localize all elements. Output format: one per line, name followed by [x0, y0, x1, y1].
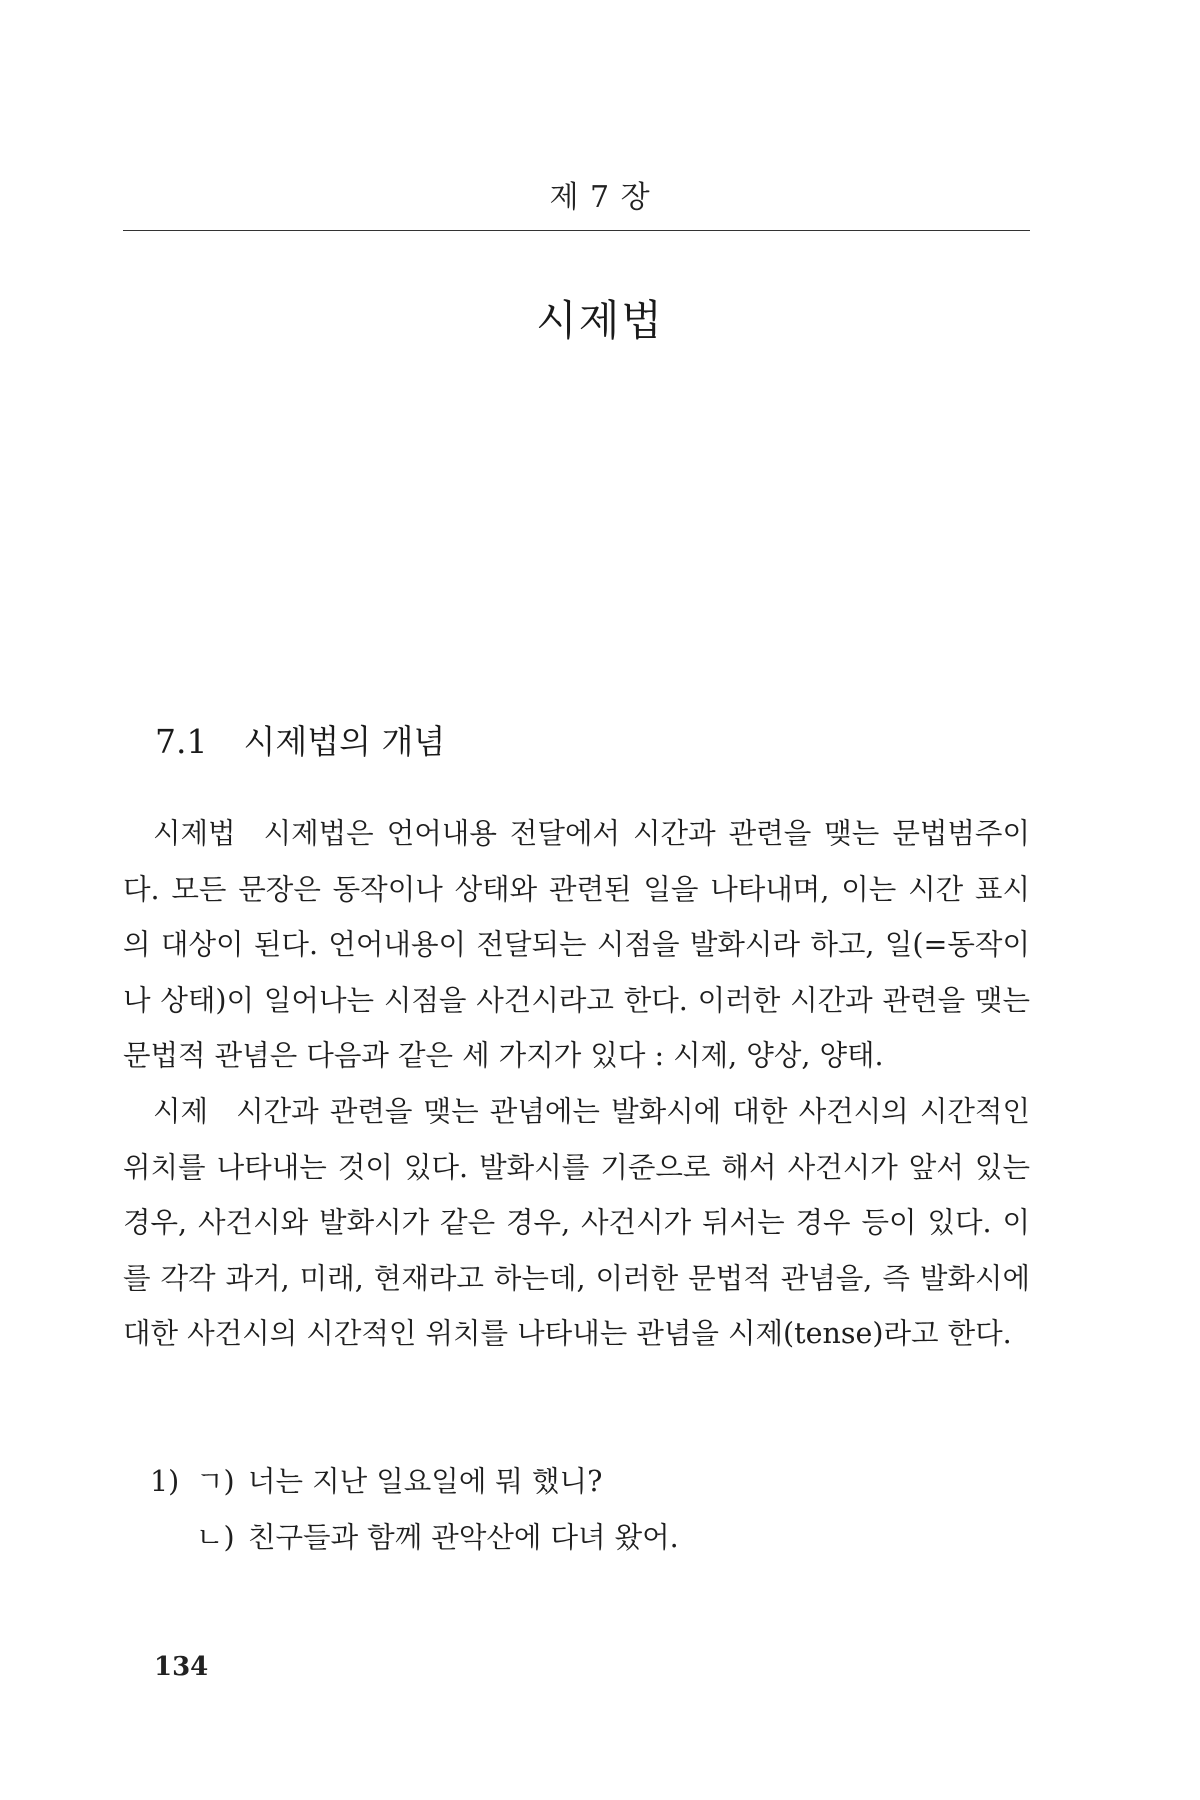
chapter-divider — [123, 230, 1030, 231]
example-text: 너는 지난 일요일에 뭐 했니? — [248, 1465, 603, 1498]
example-number: 1) — [150, 1465, 180, 1498]
example-item — [150, 1454, 679, 1510]
paragraph — [123, 1084, 1030, 1362]
paragraph — [123, 806, 1030, 1084]
body-text — [123, 806, 1030, 1362]
example-item — [150, 1510, 679, 1566]
section-heading — [155, 716, 445, 763]
paragraph-lead-term: 시제법 — [153, 817, 236, 850]
paragraph-text: 시간과 관련을 맺는 관념에는 발화시에 대한 사건시의 시간적인 위치를 나타내는 것이 있다. 발화시를 기준으로 해서 사건시가 앞서 있는 경우, 사건시와 발화시가 같은 경우, 사건시가 뒤서는 경우 등이 있다. 이를 각각 과거, 미래, 현재라고 하는데, 이러한 문법적 관념을, 즉 발화시에 대한 사건시의 시간적인 위치를 나타내는 관념을 시제(tense)라고 한다. — [123, 1094, 1030, 1351]
paragraph-lead-term: 시제 — [153, 1094, 209, 1128]
chapter-label: 제 7 장 — [549, 180, 651, 215]
section-title: 시제법의 개념 — [243, 722, 446, 761]
example-marker: ㄴ) — [196, 1521, 235, 1554]
chapter-title: 시제법 — [536, 296, 664, 345]
example-text: 친구들과 함께 관악산에 다녀 왔어. — [248, 1521, 679, 1554]
example-block — [150, 1454, 679, 1566]
page-number: 134 — [154, 1652, 209, 1682]
paragraph-text: 시제법은 언어내용 전달에서 시간과 관련을 맺는 문법범주이다. 모든 문장은 동작이나 상태와 관련된 일을 나타내며, 이는 시간 표시의 대상이 된다. 언어내용이 전달되는 시점을 발화시라 하고, 일(=동작이나 상태)이 일어나는 시점을 사건시라고 한다. 이러한 시간과 관련을 맺는 문법적 관념은 다음과 같은 세 가지가 있다 : 시제, 양상, 양태. — [123, 817, 1030, 1073]
example-marker: ㄱ) — [196, 1465, 235, 1498]
section-number: 7.1 — [155, 722, 208, 761]
